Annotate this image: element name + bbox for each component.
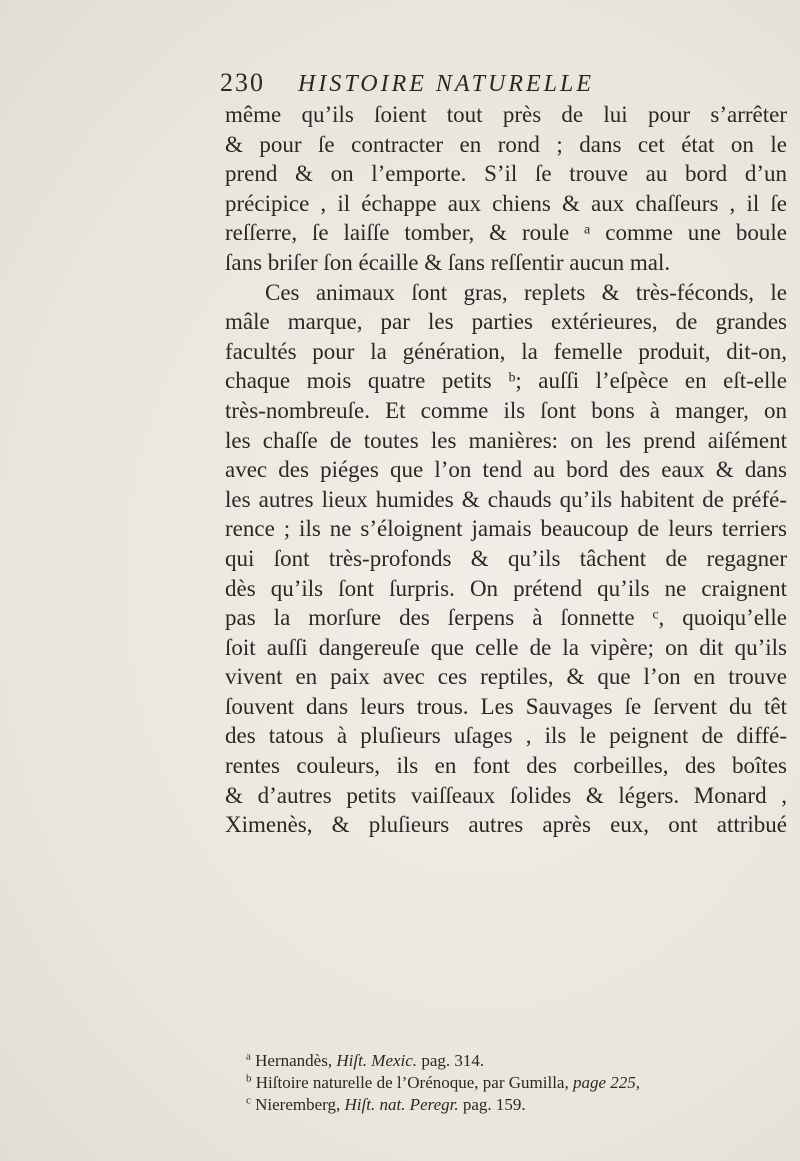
text-line: facultés pour la génération, la femelle produit, dit-on, <box>225 338 787 364</box>
footnote-title: page 225, <box>572 1073 641 1092</box>
footnote-mark: c <box>246 1094 251 1107</box>
text-line: qui ſont très-profonds & qu’ils tâchent de regagner <box>225 545 787 571</box>
text-line: avec des piéges que l’on tend au bord des eaux & dans <box>225 457 787 483</box>
text-line: chaque mois quatre petits ᵇ; auſſi l’eſpèce en eſt-elle <box>225 368 787 394</box>
text-line: ſans briſer ſon écaille & ſans reſſentir aucun mal. <box>225 249 671 275</box>
text-line: Ximenès, & pluſieurs autres après eux, ont attribué <box>225 812 787 838</box>
text-line: précipice , il échappe aux chiens & aux chaſſeurs , il ſe <box>225 190 787 216</box>
text-line: des tatous à pluſieurs uſages , ils le peignent de diffé- <box>225 723 787 749</box>
footnote-mark: a <box>246 1050 251 1063</box>
text-line: dès qu’ils ſont ſurpris. On prétend qu’ils ne craignent <box>225 575 787 601</box>
text-line: ſouvent dans leurs trous. Les Sauvages ſe ſervent du têt <box>225 693 787 719</box>
footnote-ref: pag. 314. <box>417 1051 485 1070</box>
footnote-title: Hiſt. nat. Peregr. <box>344 1095 459 1114</box>
text-line: même qu’ils ſoient tout près de lui pour s’arrêter <box>225 102 787 127</box>
text-line: & pour ſe contracter en rond ; dans cet état on le <box>225 131 787 157</box>
footnote-title: Hiſt. Mexic. <box>336 1051 418 1070</box>
text-line: pas la morſure des ſerpens à ſonnette ᶜ, quoiqu’elle <box>225 605 787 631</box>
text-line: vivent en paix avec ces reptiles, & que l’on en trouve <box>225 664 787 690</box>
page-header <box>220 68 700 98</box>
text-line: reſſerre, ſe laiſſe tomber, & roule ᵃ comme une boule <box>225 220 787 246</box>
text-line: mâle marque, par les parties extérieures, de grandes <box>225 309 787 335</box>
page-number: 230 <box>220 68 265 97</box>
running-head: HISTOIRE NATURELLE <box>298 71 595 97</box>
footnote-a <box>232 1050 752 1072</box>
text-line: rence ; ils ne s’éloignent jamais beaucoup de leurs terriers <box>225 516 787 542</box>
body-text <box>225 100 787 840</box>
text-line: prend & on l’emporte. S’il ſe trouve au bord d’un <box>225 161 787 187</box>
footnotes <box>232 1050 752 1116</box>
footnote-c <box>232 1094 752 1116</box>
text-line: rentes couleurs, ils en font des corbeilles, des boîtes <box>225 753 787 779</box>
text-line: Ces animaux ſont gras, replets & très-féconds, le <box>265 279 787 305</box>
footnote-b <box>232 1072 752 1094</box>
text-line: les autres lieux humides & chauds qu’ils habitent de préfé- <box>225 486 787 512</box>
footnote-ref: pag. 159. <box>458 1095 526 1114</box>
text-line: les chaſſe de toutes les manières: on les prend aiſément <box>225 427 787 453</box>
text-line: ſoit auſſi dangereuſe que celle de la vipère; on dit qu’ils <box>225 634 787 660</box>
footnote-text: Hernandès, <box>255 1051 337 1070</box>
footnote-text: Nieremberg, <box>255 1095 345 1114</box>
footnote-mark: b <box>246 1072 252 1085</box>
footnote-text: Hiſtoire naturelle de l’Orénoque, par Gumilla, <box>255 1073 573 1092</box>
text-line: très-nombreuſe. Et comme ils ſont bons à manger, on <box>225 397 787 423</box>
text-line: & d’autres petits vaiſſeaux ſolides & légers. Monard , <box>225 782 787 808</box>
